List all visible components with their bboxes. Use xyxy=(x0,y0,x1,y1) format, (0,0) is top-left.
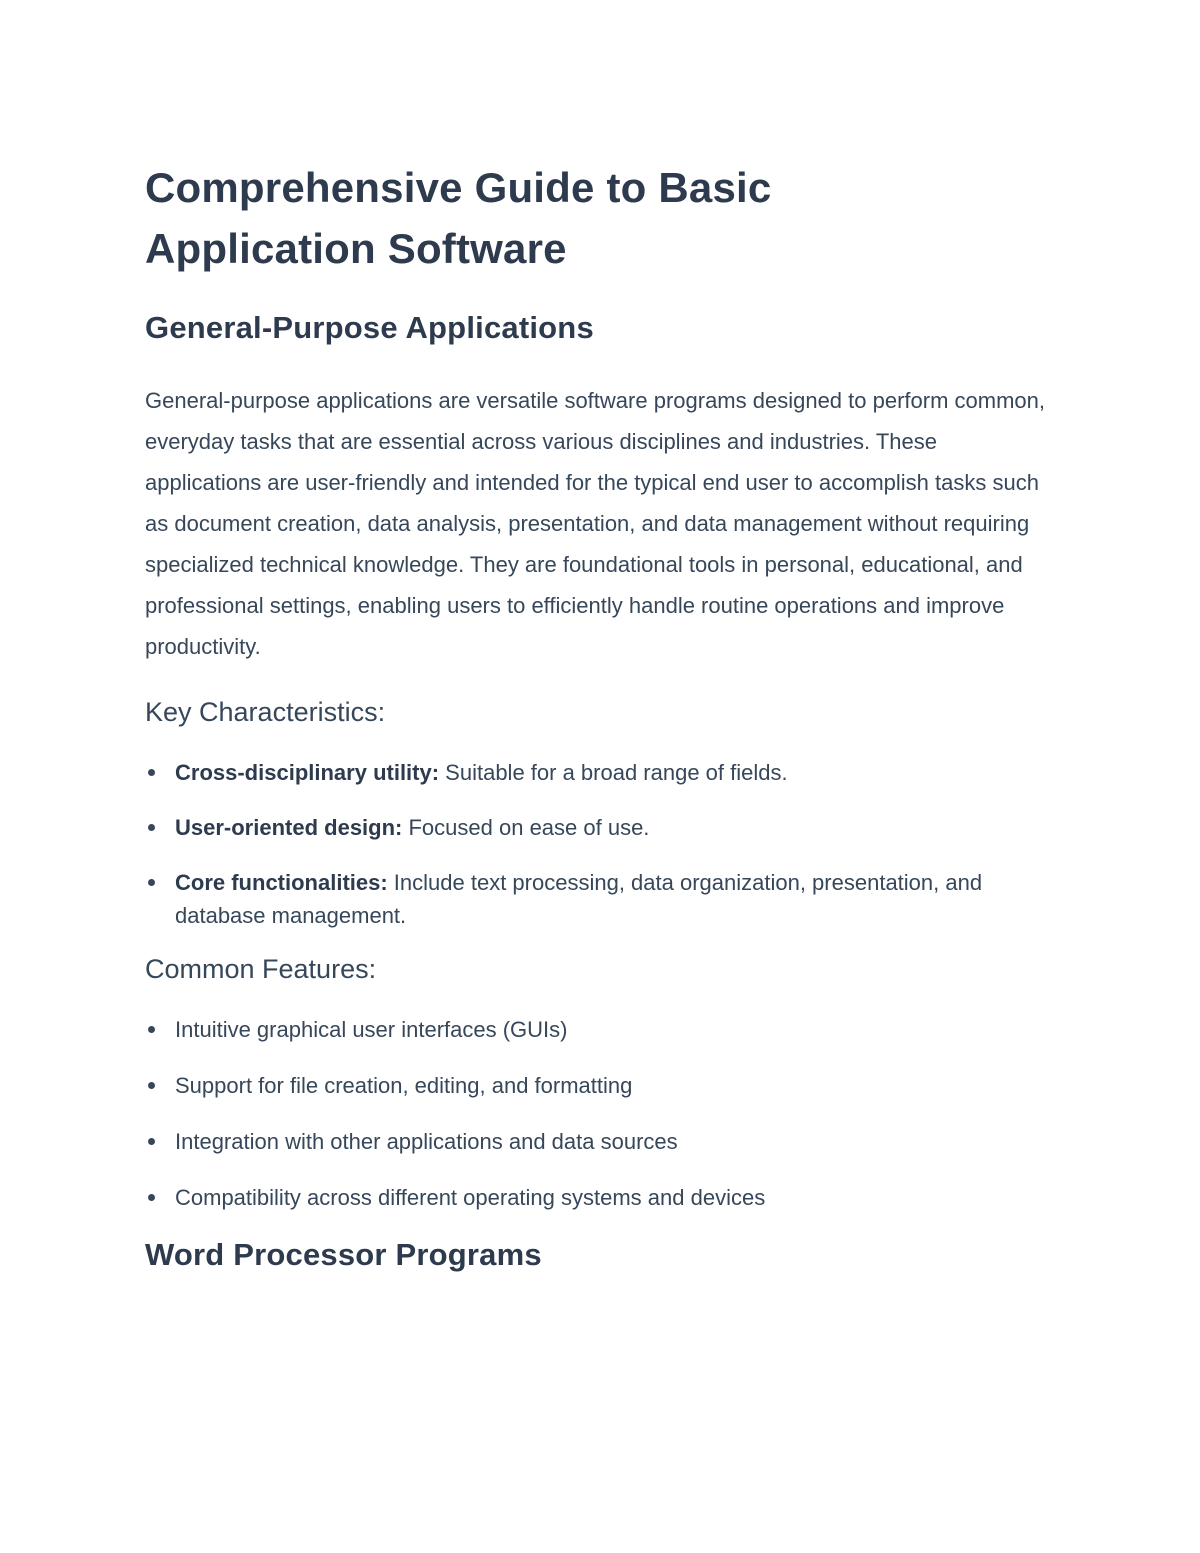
list-item-text xyxy=(175,866,1055,932)
list-item-text: Support for file creation, editing, and formatting xyxy=(175,1072,633,1098)
list-item xyxy=(145,756,1055,789)
list-item xyxy=(145,866,1055,932)
bullet-dot xyxy=(148,1026,155,1033)
list-item-body: Include text processing, data organization, presentation, and database management. xyxy=(175,869,983,928)
bullet-dot xyxy=(148,769,155,776)
list-item-text: Compatibility across different operating systems and devices xyxy=(175,1184,766,1210)
subheading-common-features: Common Features: xyxy=(145,953,377,984)
common-features-list xyxy=(145,1013,1055,1214)
bullet-dot xyxy=(148,824,155,831)
list-item-bold-label: Core functionalities: xyxy=(175,869,388,895)
list-item-text xyxy=(175,756,788,789)
list-item-text xyxy=(175,811,649,844)
list-item-text: Intuitive graphical user interfaces (GUIs) xyxy=(175,1016,568,1042)
bullet-dot xyxy=(148,1194,155,1201)
section-heading-general-purpose-applications: General-Purpose Applications xyxy=(145,309,594,345)
bullet-dot xyxy=(148,1138,155,1145)
list-item xyxy=(145,1125,1055,1158)
list-item-body: Focused on ease of use. xyxy=(402,814,650,840)
section-heading-word-processor-programs: Word Processor Programs xyxy=(145,1236,542,1272)
list-item xyxy=(145,1013,1055,1046)
list-item xyxy=(145,811,1055,844)
key-characteristics-list xyxy=(145,756,1055,932)
list-item-bold-label: User-oriented design: xyxy=(175,814,403,840)
list-item-text: Integration with other applications and data sources xyxy=(175,1128,678,1154)
list-item xyxy=(145,1069,1055,1102)
subheading-key-characteristics: Key Characteristics: xyxy=(145,696,386,727)
document-title: Comprehensive Guide to Basic Application Software xyxy=(145,164,772,272)
list-item xyxy=(145,1181,1055,1214)
list-item-bold-label: Cross-disciplinary utility: xyxy=(175,759,440,785)
bullet-dot xyxy=(148,1082,155,1089)
general-purpose-intro-paragraph: General-purpose applications are versatile software programs designed to perform common, everyday tasks that are essential across various disciplines and industries. These applications are user-friendly and intended for the typical end user to accomplish tasks such as document creation, data analysis, presentation, and data management without requiring specialized technical knowledge. They are foundational tools in personal, educational, and professional settings, enabling users to efficiently handle routine operations and improve productivity. xyxy=(145,387,1045,659)
bullet-dot xyxy=(148,879,155,886)
list-item-body: Suitable for a broad range of fields. xyxy=(439,759,788,785)
